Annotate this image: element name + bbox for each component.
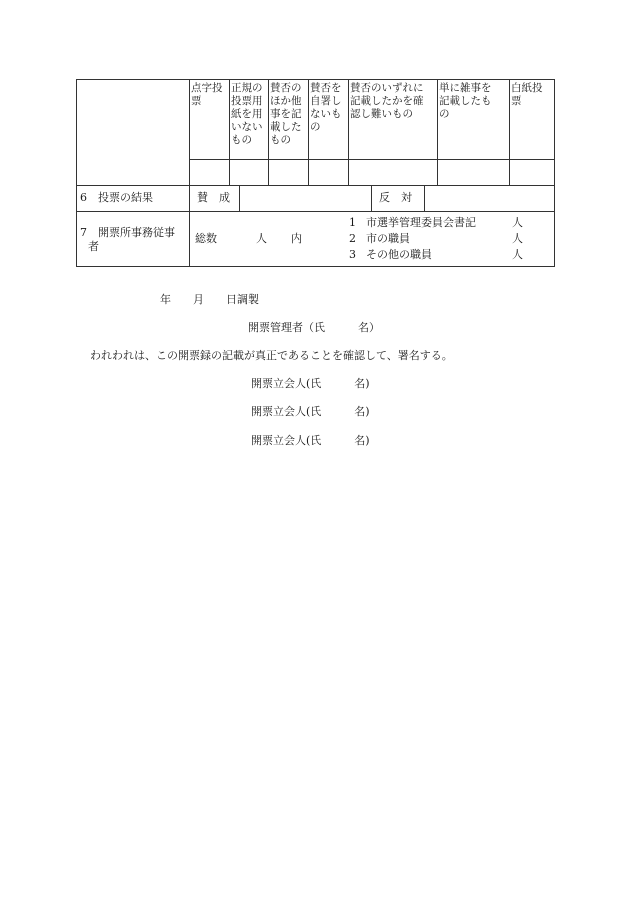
- staff-item-unit: 人: [512, 232, 523, 245]
- against-label: 反 対: [379, 191, 412, 204]
- staff-item-num: 2: [349, 232, 356, 245]
- table-rule: [424, 185, 425, 211]
- table-rule: [509, 79, 510, 185]
- table-rule: [229, 79, 230, 185]
- staff-item-label: 市選挙管理委員会書記: [366, 216, 476, 229]
- header-cell-other-matters: 賛否の ほか他 事を記 載した もの: [270, 82, 302, 146]
- witness-line: 開票立会人(氏 名): [251, 405, 370, 418]
- breakdown-label: 内: [291, 232, 302, 245]
- row-label-vote-result: 6 投票の結果: [80, 191, 153, 204]
- result-table: [0, 0, 630, 270]
- for-label: 賛 成: [197, 191, 230, 204]
- staff-item-label: 市の職員: [366, 232, 410, 245]
- header-cell-unclear: 賛否のいずれに 記載したかを確 認し難いもの: [350, 82, 424, 120]
- header-cell-nonofficial-paper: 正規の 投票用 紙を用 いない もの: [231, 82, 263, 146]
- total-unit: 人: [256, 232, 267, 245]
- table-rule: [76, 185, 555, 186]
- table-rule: [189, 79, 190, 266]
- manager-line: 開票管理者（氏 名）: [248, 321, 380, 334]
- header-cell-braille: 点字投 票: [191, 82, 223, 107]
- table-rule: [76, 79, 555, 80]
- table-rule: [554, 79, 555, 266]
- table-rule: [239, 185, 240, 211]
- witness-line: 開票立会人(氏 名): [251, 377, 370, 390]
- staff-item-num: 1: [349, 216, 356, 229]
- declaration: われわれは、この開票録の記載が真正であることを確認して、署名する。: [90, 349, 453, 362]
- header-cell-not-self-signed: 賛否を 自署し ないも の: [310, 82, 342, 133]
- table-rule: [371, 185, 372, 211]
- staff-item-label: その他の職員: [366, 248, 432, 261]
- row-label-staff-cont: 者: [88, 240, 99, 253]
- table-rule: [308, 79, 309, 185]
- table-rule: [76, 79, 77, 266]
- total-label: 総数: [195, 232, 217, 245]
- table-rule: [189, 159, 555, 160]
- header-cell-miscellaneous: 単に雑事を 記載したも の: [439, 82, 492, 120]
- table-rule: [76, 266, 555, 267]
- table-rule: [76, 211, 555, 212]
- staff-item-unit: 人: [512, 248, 523, 261]
- table-rule: [348, 79, 349, 185]
- witness-line: 開票立会人(氏 名): [251, 434, 370, 447]
- row-label-staff: 7 開票所事務従事: [80, 226, 175, 239]
- staff-item-num: 3: [349, 248, 356, 261]
- date-line: 年 月 日調製: [160, 293, 259, 306]
- staff-item-unit: 人: [512, 216, 523, 229]
- table-rule: [268, 79, 269, 185]
- table-rule: [437, 79, 438, 185]
- header-cell-blank: 白紙投 票: [511, 82, 543, 107]
